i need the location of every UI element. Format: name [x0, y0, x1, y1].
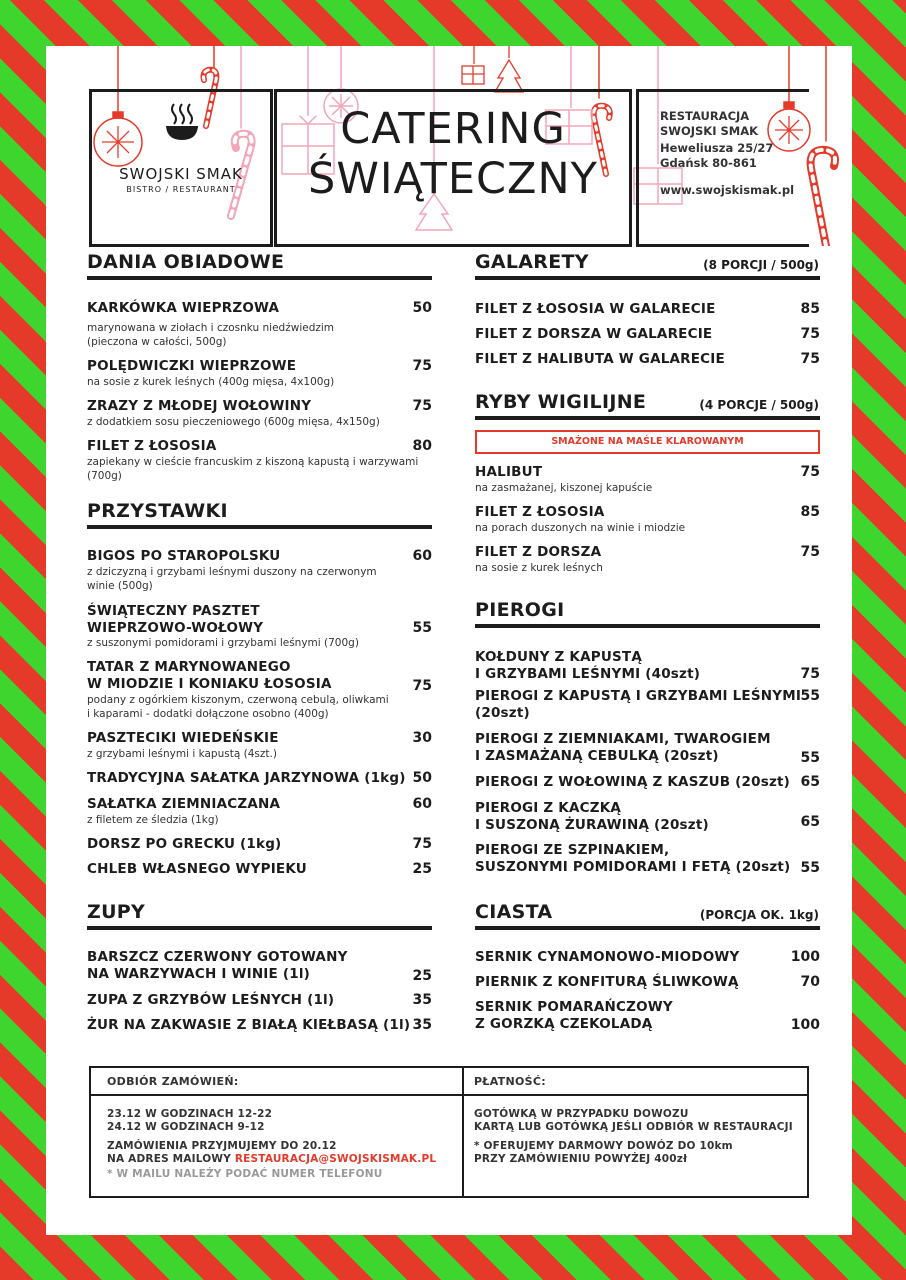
- orders-line: ZAMÓWIENIA PRZYJMUJEMY DO 20.12: [107, 1140, 337, 1152]
- menu-item-name: PASZTECIKI WIEDEŃSKIE: [87, 730, 279, 746]
- menu-item-desc: z suszonymi pomidorami i grzybami leśnymi (700g): [87, 637, 359, 649]
- menu-item-desc: podany z ogórkiem kiszonym, czerwoną cebulą, oliwkami: [87, 694, 389, 706]
- menu-item-name: PIEROGI Z KAPUSTĄ I GRZYBAMI LEŚNYMI: [475, 688, 802, 704]
- menu-item-price: 65: [800, 774, 820, 790]
- menu-item-desc: z grzybami leśnymi i kapustą (4szt.): [87, 748, 277, 760]
- menu-item-name: I ZASMAŻANĄ CEBULKĄ (20szt): [475, 748, 719, 764]
- payment-line: KARTĄ LUB GOTÓWKĄ JEŚLI ODBIÓR W RESTAURACJI: [474, 1121, 793, 1133]
- section-rule: [475, 416, 820, 420]
- info-divider: [91, 1094, 807, 1096]
- menu-item-desc: na zasmażanej, kiszonej kapuście: [475, 482, 653, 494]
- section-title-dania: DANIA OBIADOWE: [87, 251, 285, 273]
- section-note: (PORCJA OK. 1kg): [699, 908, 819, 922]
- menu-item-price: 75: [800, 351, 820, 367]
- orders-prefix: NA ADRES MAILOWY: [107, 1153, 235, 1165]
- menu-item-price: 75: [800, 464, 820, 480]
- title-box: [274, 89, 632, 247]
- pickup-title: ODBIÓR ZAMÓWIEŃ:: [107, 1075, 239, 1088]
- menu-item-name: FILET Z DORSZA W GALARECIE: [475, 326, 713, 342]
- menu-item-price: 50: [412, 300, 432, 316]
- orders-line: [107, 1153, 436, 1166]
- menu-item-name: BARSZCZ CZERWONY GOTOWANY: [87, 949, 348, 965]
- menu-item-name: DORSZ PO GRECKU (1kg): [87, 836, 282, 852]
- order-info-box: [89, 1066, 809, 1198]
- menu-item-name: TRADYCYJNA SAŁATKA JARZYNOWA (1kg): [87, 770, 406, 786]
- menu-item-name: FILET Z DORSZA: [475, 544, 602, 560]
- menu-item-name: FILET Z HALIBUTA W GALARECIE: [475, 351, 725, 367]
- pickup-line: 24.12 W GODZINACH 9-12: [107, 1121, 265, 1133]
- menu-item-name: ŚWIĄTECZNY PASZTET: [87, 603, 260, 619]
- menu-item-name: CHLEB WŁASNEGO WYPIEKU: [87, 861, 307, 877]
- menu-item-name: I GRZYBAMI LEŚNYMI (40szt): [475, 666, 701, 682]
- menu-item-price: 60: [412, 548, 432, 564]
- menu-item-name: ŻUR NA ZAKWASIE Z BIAŁĄ KIEŁBASĄ (1l): [87, 1017, 411, 1033]
- section-rule: [87, 525, 432, 529]
- menu-item-price: 35: [412, 1017, 432, 1033]
- brand-subtitle: BISTRO / RESTAURANT: [126, 185, 236, 194]
- menu-item-price: 80: [412, 438, 432, 454]
- menu-item-price: 70: [800, 974, 820, 990]
- candy-cane-icon: [811, 46, 835, 246]
- payment-title: PŁATNOŚĆ:: [474, 1075, 546, 1088]
- address-line: SWOJSKI SMAK: [660, 124, 759, 138]
- tree-icon: [495, 46, 523, 92]
- menu-item-price: 75: [800, 326, 820, 342]
- menu-item-price: 50: [412, 770, 432, 786]
- menu-item-name: TATAR Z MARYNOWANEGO: [87, 659, 291, 675]
- menu-item-name: FILET Z ŁOSOSIA: [475, 504, 605, 520]
- section-title-przystawki: PRZYSTAWKI: [87, 500, 228, 522]
- menu-item-name: PIEROGI Z KACZKĄ: [475, 800, 622, 816]
- menu-item-name: FILET Z ŁOSOSIA: [87, 438, 217, 454]
- menu-item-name: I SUSZONĄ ŻURAWINĄ (20szt): [475, 817, 709, 833]
- menu-item-price: 75: [412, 836, 432, 852]
- section-rule: [475, 926, 820, 930]
- pickup-line: 23.12 W GODZINACH 12-22: [107, 1108, 273, 1120]
- delivery-line: * OFERUJEMY DARMOWY DOWÓZ DO 10km: [474, 1140, 733, 1152]
- menu-item-name: FILET Z ŁOSOSIA W GALARECIE: [475, 301, 716, 317]
- menu-item-desc: zapiekany w cieście francuskim z kiszoną kapustą i warzywami (700g): [87, 456, 419, 482]
- menu-item-desc: i kaparami - dodatki dołączone osobno (400g): [87, 708, 329, 720]
- menu-item-name: HALIBUT: [475, 464, 543, 480]
- section-note: (4 PORCJE / 500g): [699, 398, 819, 412]
- menu-item-price: 85: [800, 504, 820, 520]
- gift-icon: [462, 46, 484, 84]
- fried-in-butter-banner: SMAŻONE NA MAŚLE KLAROWANYM: [475, 430, 820, 454]
- website-link[interactable]: www.swojskismak.pl: [660, 183, 795, 197]
- address-line: Gdańsk 80-861: [660, 156, 757, 170]
- menu-item-price: 55: [800, 860, 820, 876]
- soup-bowl-icon: [164, 102, 200, 142]
- menu-item-desc: z dodatkiem sosu pieczeniowego (600g mięsa, 4x150g): [87, 416, 380, 428]
- menu-item-price: 55: [412, 620, 432, 636]
- section-title-ryby: RYBY WIGILIJNE: [475, 391, 647, 413]
- section-title-zupy: ZUPY: [87, 901, 146, 923]
- menu-item-name: SERNIK CYNAMONOWO-MIODOWY: [475, 949, 740, 965]
- menu-item-price: 55: [800, 688, 820, 704]
- menu-item-name: PIEROGI ZE SZPINAKIEM,: [475, 842, 670, 858]
- menu-item-price: 65: [800, 814, 820, 830]
- section-title-galarety: GALARETY: [475, 251, 589, 273]
- menu-item-price: 30: [412, 730, 432, 746]
- menu-item-desc: z dziczyzną i grzybami leśnymi duszony na czerwonym winie (500g): [87, 566, 377, 592]
- menu-item-desc: na sosie z kurek leśnych: [475, 562, 603, 574]
- address-box: [636, 89, 809, 247]
- menu-item-name: SUSZONYMI POMIDORAMI I FETĄ (20szt): [475, 859, 791, 875]
- menu-item-name: PIEROGI Z ZIEMNIAKAMI, TWAROGIEM: [475, 731, 771, 747]
- menu-page: [46, 46, 852, 1235]
- payment-line: GOTÓWKĄ W PRZYPADKU DOWOZU: [474, 1108, 689, 1120]
- menu-item-price: 100: [790, 949, 820, 965]
- section-rule: [87, 926, 432, 930]
- address-line: Heweliusza 25/27: [660, 141, 774, 155]
- menu-item-price: 75: [412, 678, 432, 694]
- title-line-2: ŚWIĄTECZNY: [308, 154, 598, 204]
- address-line: RESTAURACJA: [660, 109, 750, 123]
- menu-item-desc: marynowana w ziołach i czosnku niedźwiedzim (pieczona w całości, 500g): [87, 322, 335, 348]
- menu-item-desc: na porach duszonych na winie i miodzie: [475, 522, 686, 534]
- menu-item-name: W MIODZIE I KONIAKU ŁOSOSIA: [87, 676, 332, 692]
- section-note: (8 PORCJI / 500g): [703, 258, 819, 272]
- menu-item-price: 75: [800, 666, 820, 682]
- menu-item-price: 25: [412, 861, 432, 877]
- section-title-pierogi: PIEROGI: [475, 599, 565, 621]
- menu-item-name: (20szt): [475, 705, 530, 721]
- title-line-1: CATERING: [340, 104, 566, 154]
- menu-item-name: BIGOS PO STAROPOLSKU: [87, 548, 281, 564]
- menu-item-name: ZUPA Z GRZYBÓW LEŚNYCH (1l): [87, 992, 335, 1008]
- menu-item-name: POLĘDWICZKI WIEPRZOWE: [87, 358, 297, 374]
- menu-item-price: 25: [412, 968, 432, 984]
- menu-item-price: 85: [800, 301, 820, 317]
- section-rule: [475, 624, 820, 628]
- menu-item-name: KOŁDUNY Z KAPUSTĄ: [475, 649, 642, 665]
- email-link[interactable]: RESTAURACJA@SWOJSKISMAK.PL: [234, 1153, 437, 1165]
- menu-item-name: PIERNIK Z KONFITURĄ ŚLIWKOWĄ: [475, 974, 739, 990]
- menu-item-price: 60: [412, 796, 432, 812]
- brand-name: SWOJSKI SMAK: [119, 165, 243, 183]
- menu-item-name: NA WARZYWACH I WINIE (1l): [87, 966, 311, 982]
- menu-item-price: 75: [800, 544, 820, 560]
- section-rule: [475, 276, 820, 280]
- menu-item-desc: na sosie z kurek leśnych (400g mięsa, 4x100g): [87, 376, 335, 388]
- menu-item-price: 75: [412, 398, 432, 414]
- menu-item-name: KARKÓWKA WIEPRZOWA: [87, 300, 280, 316]
- menu-item-name: WIEPRZOWO-WOŁOWY: [87, 620, 264, 636]
- menu-item-name: SERNIK POMARAŃCZOWY: [475, 999, 673, 1015]
- logo-box: [89, 89, 273, 247]
- menu-item-price: 55: [800, 750, 820, 766]
- delivery-line: PRZY ZAMÓWIENIU POWYŻEJ 400zł: [474, 1153, 688, 1165]
- menu-item-name: PIEROGI Z WOŁOWINĄ Z KASZUB (20szt): [475, 774, 791, 790]
- menu-item-name: SAŁATKA ZIEMNIACZANA: [87, 796, 281, 812]
- menu-item-desc: z filetem ze śledzia (1kg): [87, 814, 219, 826]
- info-divider: [462, 1068, 464, 1196]
- menu-item-price: 75: [412, 358, 432, 374]
- menu-item-price: 100: [790, 1017, 820, 1033]
- menu-item-name: Z GORZKĄ CZEKOLADĄ: [475, 1016, 653, 1032]
- section-rule: [87, 276, 432, 280]
- menu-item-price: 35: [412, 992, 432, 1008]
- phone-note: * W MAILU NALEŻY PODAĆ NUMER TELEFONU: [107, 1168, 383, 1180]
- menu-item-name: ZRAZY Z MŁODEJ WOŁOWINY: [87, 398, 312, 414]
- section-title-ciasta: CIASTA: [475, 901, 553, 923]
